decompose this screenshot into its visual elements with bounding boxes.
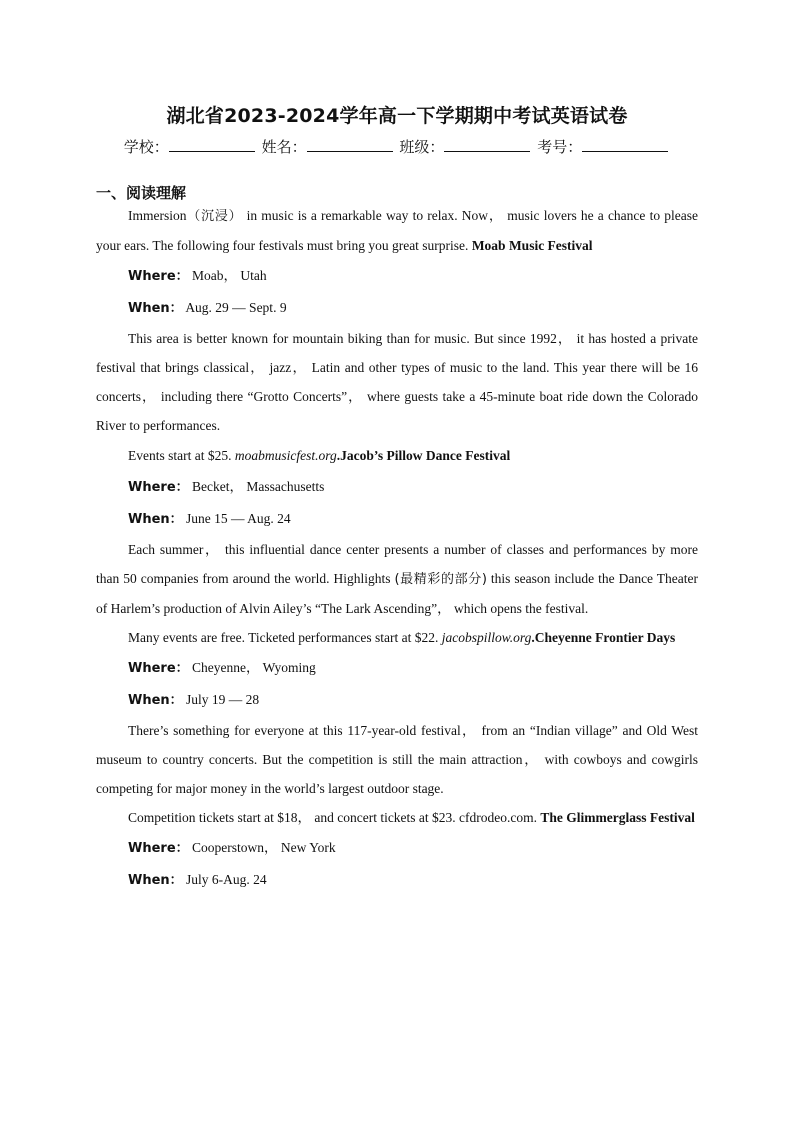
festival-1-events: Events start at $25. moabmusicfest.org.Jacob’s Pillow Dance Festival <box>128 448 511 463</box>
festival-4-when: When： July 6-Aug. 24 <box>128 872 267 888</box>
exam-title: 湖北省2023-2024学年高一下学期期中考试英语试卷 <box>166 105 628 127</box>
festival-1-site: moabmusicfest.org <box>234 448 337 463</box>
festival-2-description: Each summer， this influential dance center presents a number of classes and performances by more than 50 companies from around the world. Highlights (最精彩的部分) this season include the Dance Theater of Harlem’s production of Alvin Ailey’s “The Lark Ascending”， which opens the festival. <box>96 542 699 616</box>
festival-4-where: Where： Cooperstown， New York <box>128 840 336 856</box>
school-blank[interactable] <box>169 137 255 152</box>
festival-3-where: Where： Cheyenne， Wyoming <box>128 660 316 676</box>
festival-2-site: jacobspillow.org <box>441 630 532 645</box>
festival-2-where: Where： Becket， Massachusetts <box>128 479 325 495</box>
festival-3-name: Cheyenne Frontier Days <box>534 630 676 645</box>
festival-4-name: The Glimmerglass Festival <box>540 810 695 825</box>
class-blank[interactable] <box>444 137 530 152</box>
festival-2-name: Jacob’s Pillow Dance Festival <box>340 448 511 463</box>
name-blank[interactable] <box>307 137 393 152</box>
section-heading: 一、阅读理解 <box>96 184 187 202</box>
festival-1-where: Where： Moab， Utah <box>128 268 267 284</box>
festival-1-name: Moab Music Festival <box>471 238 593 253</box>
festival-3-events: Competition tickets start at $18， and concert tickets at $23. cfdrodeo.com. The Glimmerglass Festival <box>128 810 695 825</box>
student-info-line <box>0 136 794 157</box>
name-label: 姓名： <box>261 138 307 156</box>
intro-paragraph: Immersion（沉浸） in music is a remarkable way to relax. Now， music lovers he a chance to please your ears. The following four festivals must bring you great surprise. Moab Music Festival <box>96 208 698 253</box>
festival-2-when: When： June 15 — Aug. 24 <box>128 511 291 527</box>
number-label: 考号： <box>537 138 583 156</box>
festival-3-when: When： July 19 — 28 <box>128 692 260 708</box>
festival-2-events: Many events are free. Ticketed performances start at $22. jacobspillow.org.Cheyenne Frontier Days <box>128 630 676 645</box>
festival-1-when: When： Aug. 29 — Sept. 9 <box>128 300 287 316</box>
festival-1-description: This area is better known for mountain biking than for music. But since 1992， it has hosted a private festival that brings classical， jazz， Latin and other types of music to the land. This year there will be 16 concerts， including there “Grotto Concerts”， where guests take a 45-minute boat ride down the Colorado River to performances. <box>96 331 698 433</box>
school-label: 学校： <box>123 138 169 156</box>
reading-passage <box>96 201 698 896</box>
number-blank[interactable] <box>582 137 668 152</box>
class-label: 班级： <box>399 138 445 156</box>
festival-3-description: There’s something for everyone at this 117-year-old festival， from an “Indian village” and Old West museum to country concerts. But the competition is still the main attraction， with cowboys and cowgirls competing for major money in the world’s largest outdoor stage. <box>96 723 698 796</box>
